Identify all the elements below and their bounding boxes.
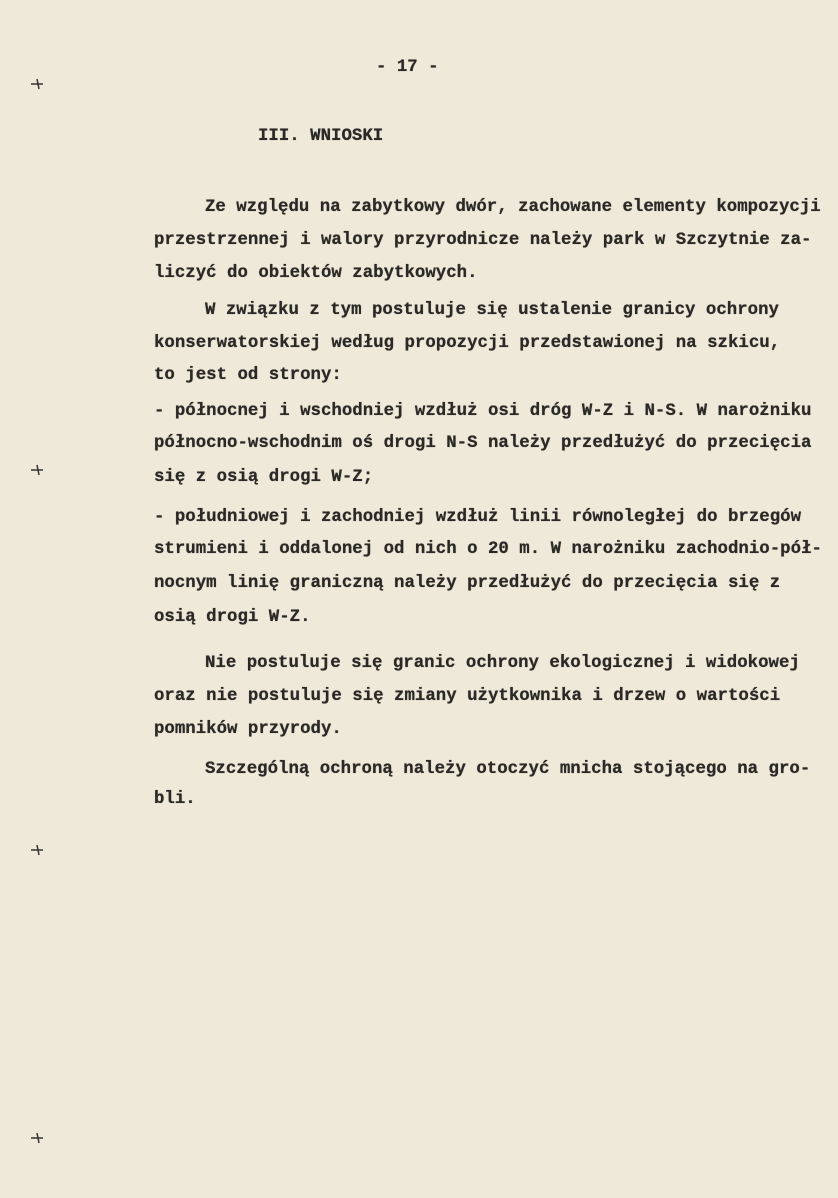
text-line: osią drogi W-Z. (154, 608, 311, 627)
punch-mark-icon (30, 844, 44, 856)
text-line: Nie postuluje się granic ochrony ekologicznej i widokowej (205, 654, 800, 673)
punch-mark-icon (30, 78, 44, 90)
text-line: - północnej i wschodniej wzdłuż osi dróg W-Z i N-S. W narożniku (154, 402, 812, 421)
punch-mark-icon (30, 464, 44, 476)
text-line: bli. (154, 790, 196, 809)
text-line: W związku z tym postuluje się ustalenie granicy ochrony (205, 301, 779, 320)
punch-mark-icon (30, 1132, 44, 1144)
text-line: Ze względu na zabytkowy dwór, zachowane elementy kompozycji (205, 198, 821, 217)
text-line: oraz nie postuluje się zmiany użytkownika i drzew o wartości (154, 687, 781, 706)
text-line: północno-wschodnim oś drogi N-S należy przedłużyć do przecięcia (154, 434, 812, 453)
text-line: konserwatorskiej według propozycji przedstawionej na szkicu, (154, 334, 781, 353)
text-line: nocnym linię graniczną należy przedłużyć do przecięcia się z (154, 574, 781, 593)
text-line: liczyć do obiektów zabytkowych. (154, 264, 478, 283)
text-line: strumieni i oddalonej od nich o 20 m. W narożniku zachodnio-pół- (154, 540, 822, 559)
text-line: się z osią drogi W-Z; (154, 468, 374, 487)
section-heading: III. WNIOSKI (258, 127, 384, 146)
text-line: - południowej i zachodniej wzdłuż linii równoległej do brzegów (154, 508, 802, 527)
text-line: przestrzennej i walory przyrodnicze należy park w Szczytnie za- (154, 231, 812, 250)
page-number: - 17 - (376, 58, 439, 77)
text-line: pomników przyrody. (154, 720, 342, 739)
text-line: to jest od strony: (154, 366, 342, 385)
text-line: Szczególną ochroną należy otoczyć mnicha stojącego na gro- (205, 760, 811, 779)
